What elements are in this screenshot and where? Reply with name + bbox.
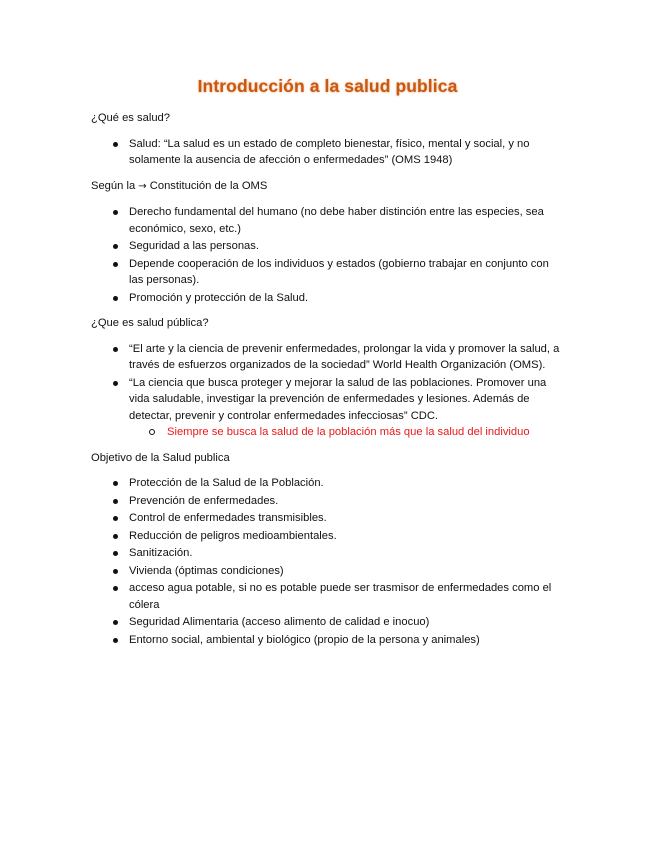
bullet-icon: [113, 210, 118, 215]
bullet-icon: [113, 347, 118, 352]
highlight-text: Siempre se busca la salud de la población más que la salud del individuo: [167, 426, 530, 438]
list-item-text: Protección de la Salud de la Población.: [129, 477, 324, 489]
list-item: [91, 563, 561, 580]
list-item-text: Entorno social, ambiental y biológico (propio de la persona y animales): [129, 633, 480, 646]
bullet-icon: [113, 638, 118, 643]
arrow-right-icon: →: [138, 180, 147, 192]
list-item: [91, 545, 561, 562]
bullet-icon: [113, 499, 118, 504]
list-item: [91, 632, 561, 649]
bullet-icon: [113, 516, 118, 521]
bullet-icon: [113, 620, 118, 625]
bullet-icon: [113, 569, 118, 574]
heading-objetivo-salud-publica: Objetivo de la Salud publica: [91, 451, 230, 464]
bullet-icon: [113, 244, 118, 249]
list-item: [91, 136, 561, 169]
list-item-text: acceso agua potable, si no es potable puede ser trasmisor de enfermedades como el cólera: [129, 582, 552, 611]
list-item: [91, 256, 561, 289]
list-constitucion-oms: [91, 204, 561, 306]
list-item-text: Vivienda (óptimas condiciones): [129, 564, 284, 577]
document-body: [91, 110, 561, 657]
list-item-text: Salud: “La salud es un estado de completo bienestar, físico, mental y social, y no solamente la ausencia de afección o enfermedades” (OMS 1948): [129, 137, 530, 166]
page-title: Introducción a la salud publica: [197, 76, 458, 96]
bullet-icon: [113, 381, 118, 386]
list-objetivos: [91, 475, 561, 648]
bullet-icon: [113, 481, 118, 486]
list-item: [91, 238, 561, 255]
bullet-icon: [113, 551, 118, 556]
list-item-text: Reducción de peligros medioambientales.: [129, 529, 337, 542]
list-item: [91, 341, 561, 374]
list-que-es-salud: [91, 136, 561, 169]
list-item: [91, 204, 561, 237]
list-item-text: Prevención de enfermedades.: [129, 494, 279, 507]
bullet-icon: [113, 142, 118, 147]
sub-list: [129, 424, 561, 441]
list-item-text: Depende cooperación de los individuos y estados (gobierno trabajar en conjunto con las personas).: [129, 257, 549, 286]
list-item-text: Derecho fundamental del humano (no debe haber distinción entre las especies, sea económico, sexo, etc.): [129, 206, 544, 235]
bullet-icon: [113, 296, 118, 301]
list-item-text: Seguridad Alimentaria (acceso alimento de calidad e inocuo): [129, 616, 430, 628]
list-item: [91, 290, 561, 307]
list-item-text: “La ciencia que busca proteger y mejorar la salud de las poblaciones. Promover una vida saludable, investigar la prevención de enfermedades y lesiones. Además de detectar, prevenir y controlar enfermedades infecciosas” CDC.: [129, 376, 547, 422]
list-item: [91, 510, 561, 527]
list-salud-publica: [91, 341, 561, 441]
bullet-icon: [113, 534, 118, 539]
list-item: [91, 493, 561, 510]
bullet-icon: [113, 586, 118, 591]
heading-text-after: Constitución de la OMS: [146, 179, 268, 192]
heading-que-es-salud: ¿Qué es salud?: [91, 112, 170, 124]
circle-bullet-icon: [149, 429, 155, 435]
list-item-text: Control de enfermedades transmisibles.: [129, 512, 327, 524]
heading-salud-publica: ¿Que es salud pública?: [91, 317, 209, 329]
list-item: [91, 580, 561, 613]
list-item: [91, 614, 561, 631]
list-item: [91, 528, 561, 545]
list-item-text: Sanitización.: [129, 547, 193, 559]
list-item-text: “El arte y la ciencia de prevenir enfermedades, prolongar la vida y promover la salud, a través de esfuerzos organizados de la sociedad” World Health Organización (OMS).: [129, 342, 560, 371]
heading-constitucion-oms: [91, 178, 561, 196]
list-item: [91, 375, 561, 441]
list-item-text: Seguridad a las personas.: [129, 240, 259, 252]
list-item: [91, 475, 561, 492]
bullet-icon: [113, 262, 118, 267]
heading-text-before: Según la: [91, 179, 136, 192]
sub-list-item: [129, 424, 561, 441]
list-item-text: Promoción y protección de la Salud.: [129, 291, 309, 304]
